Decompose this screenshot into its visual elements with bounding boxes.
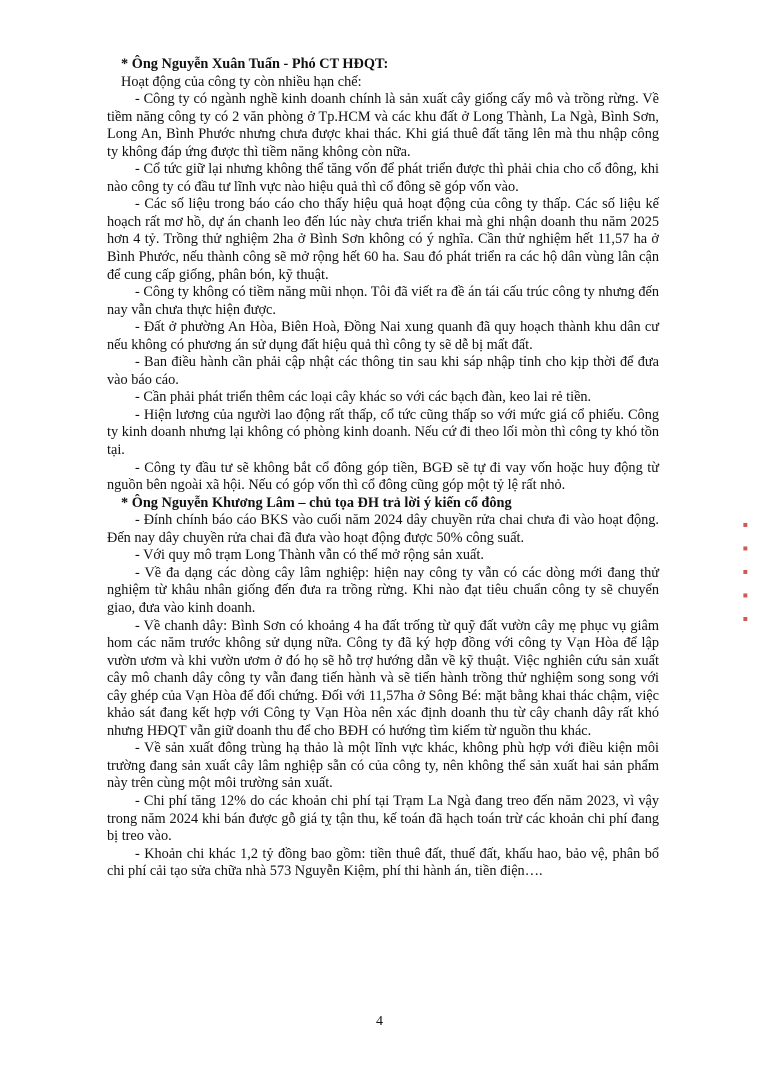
paragraph: - Các số liệu trong báo cáo cho thấy hiệu quả hoạt động của công ty thấp. Các số liệu kế hoạch rất mơ hồ, dự án chanh leo đến lúc này chưa triển khai mà ghi nhận doanh thu năm 2025 hơn 4 tỷ. Trồng thử nghiệm 2ha ở Bình Sơn không có ý nghĩa. Cần thử nghiệm hết 11,57 ha ở Bình Phước, nếu thành công sẽ mở rộng hết 60 ha. Sau đó phát triển ra các hộ dân vùng lân cận để cung cấp giống, phân bón, kỹ thuật. xyxy=(107,196,659,283)
paragraph: - Đính chính báo cáo BKS vào cuối năm 2024 dây chuyền rửa chai chưa đi vào hoạt động. Đến nay dây chuyền rửa chai đã đưa vào hoạt động được 50% công suất. xyxy=(107,512,659,546)
paragraph: - Khoản chi khác 1,2 tỷ đồng bao gồm: tiền thuê đất, thuế đất, khấu hao, bảo vệ, phân bổ chi phí cải tạo sửa chữa nhà 573 Nguyễn Kiệm, phí thi hành án, tiền điện…. xyxy=(107,845,659,880)
paragraph: - Chi phí tăng 12% do các khoản chi phí tại Trạm La Ngà đang treo đến năm 2023, vì vậy trong năm 2024 khi bán được gỗ giá tỵ tận thu, kế toán đã hạch toán trừ các khoản chi phí đang bị treo vào. xyxy=(107,792,659,845)
paragraph: - Đất ở phường An Hòa, Biên Hoà, Đồng Nai xung quanh đã quy hoạch thành khu dân cư nếu không có phương án sử dụng đất hiệu quả thì công ty sẽ dễ bị mất đất. xyxy=(107,319,659,353)
document-body xyxy=(107,56,659,881)
section-heading: * Ông Nguyễn Xuân Tuấn - Phó CT HĐQT: xyxy=(121,56,389,72)
page-number: 4 xyxy=(376,1014,383,1029)
paragraph: - Công ty đầu tư sẽ không bắt cổ đông góp tiền, BGĐ sẽ tự đi vay vốn hoặc huy động từ nguồn bên ngoài xã hội. Nếu có góp vốn thì cổ đông cũng góp một tỷ lệ rất nhỏ. xyxy=(107,459,659,494)
section-heading: * Ông Nguyễn Khương Lâm – chủ tọa ĐH trả lời ý kiến cổ đông xyxy=(121,494,512,511)
paragraph: - Hiện lương của người lao động rất thấp, cổ tức cũng thấp so với mức giá cổ phiếu. Công ty kinh doanh nhưng lại không có phòng kinh doanh. Nếu cứ đi theo lối mòn thì công ty khó tồn tại. xyxy=(107,406,659,459)
paragraph: Hoạt động của công ty còn nhiều hạn chế: xyxy=(121,73,362,90)
paragraph: - Cần phải phát triển thêm các loại cây khác so với các bạch đàn, keo lai rẻ tiền. xyxy=(135,389,592,406)
paragraph: - Công ty không có tiềm năng mũi nhọn. Tôi đã viết ra đề án tái cấu trúc công ty nhưng đến nay vẫn chưa thực hiện được. xyxy=(107,284,659,318)
paragraph: - Về chanh dây: Bình Sơn có khoảng 4 ha đất trống từ quỹ đất vườn cây mẹ phục vụ giâm hom các năm trước không sử dụng nữa. Công ty đã ký hợp đồng với công ty Vạn Hòa để lập vườn ươm và khi vườn ươm ở đó họ sẽ hỗ trợ hướng dẫn về kỹ thuật. Việc nghiên cứu sản xuất cây mô chanh dây công ty vẫn đang tiến hành và sẽ tiến hành trồng thử nghiệm song song với cây ghép của Vạn Hòa để đối chứng. Đối với 11,57ha ở Sông Bé: mặt bằng khai thác chậm, việc khảo sát đang kết hợp với Công ty Vạn Hòa nên xác định doanh thu từ cây chanh dây rất khó nhưng HĐQT vẫn giữ doanh thu để cho BĐH có hướng tìm kiếm từ nguồn thu khác. xyxy=(107,617,659,739)
paragraph: - Ban điều hành cần phải cập nhật các thông tin sau khi sáp nhập tỉnh cho kịp thời để đưa vào báo cáo. xyxy=(107,354,659,388)
paragraph: - Cổ tức giữ lại nhưng không thể tăng vốn để phát triển được thì phải chia cho cổ đông, khi nào công ty có đầu tư lĩnh vực nào hiệu quả thì cổ đông sẽ góp vốn vào. xyxy=(107,161,659,195)
paragraph: - Với quy mô trạm Long Thành vẫn có thể mở rộng sản xuất. xyxy=(135,547,484,564)
paragraph: - Về sản xuất đông trùng hạ thảo là một lĩnh vực khác, không phù hợp với điều kiện môi trường đang sản xuất cây lâm nghiệp sẵn có của công ty, nên không thể sản xuất hai sản phẩm này trên cùng một môi trường sản xuất. xyxy=(107,740,659,792)
paragraph: - Công ty có ngành nghề kinh doanh chính là sản xuất cây giống cấy mô và trồng rừng. Về tiềm năng công ty có 2 văn phòng ở Tp.HCM và các khu đất ở Long Thành, La Ngà, Bình Sơn, Long An, Bình Phước nhưng chưa được khai thác. Khi giá thuê đất tăng lên mà thu nhập công ty không đáp ứng được thì tiềm năng không còn nữa. xyxy=(107,91,659,160)
margin-stamp: ▪ ▪ ▪ ▪ ▪ xyxy=(741,520,750,630)
paragraph: - Về đa dạng các dòng cây lâm nghiệp: hiện nay công ty vẫn có các dòng mới đang thử nghiệm từ khâu nhân giống đến đưa ra trồng rừng. Khi nào đạt tiêu chuẩn công ty sẽ chuyển giao, đưa vào kinh doanh. xyxy=(107,564,659,616)
